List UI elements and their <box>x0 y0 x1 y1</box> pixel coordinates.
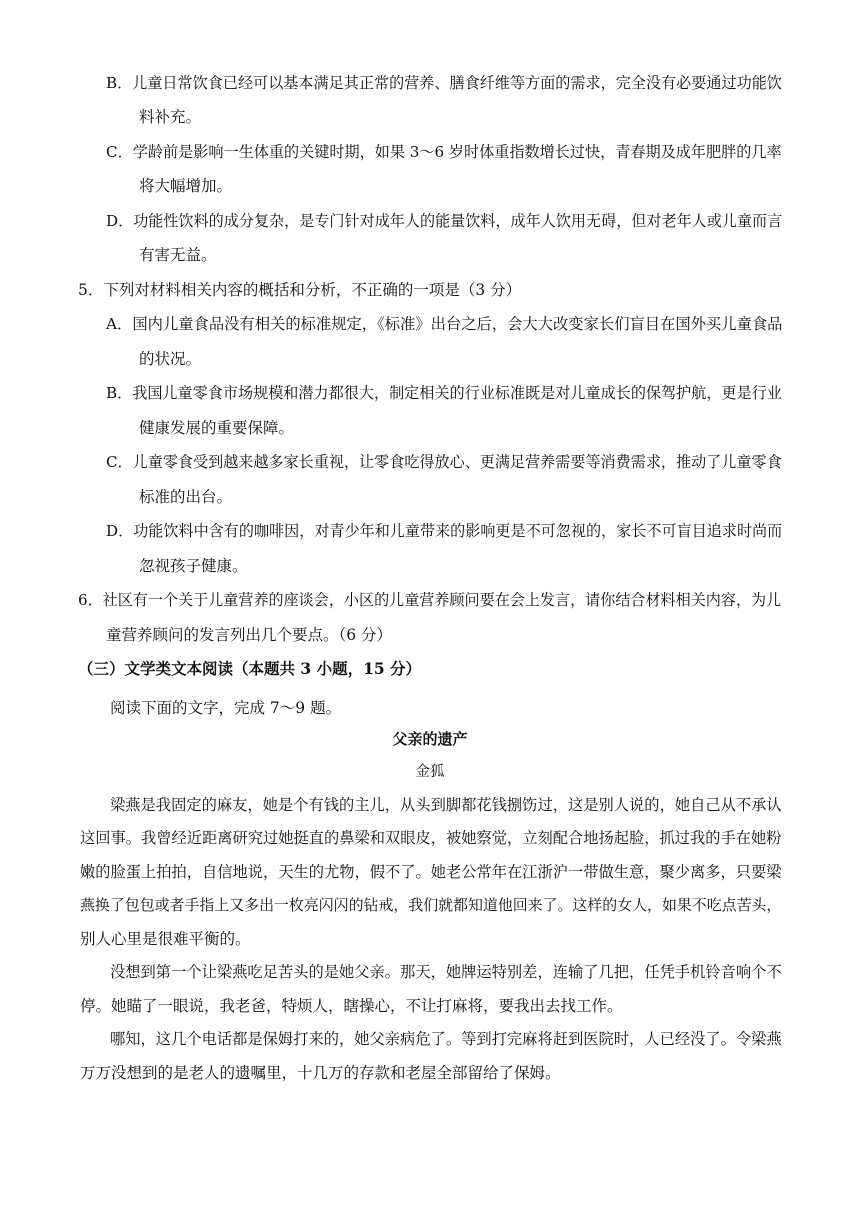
q5-option-b-line2: 健康发展的重要保障。 <box>139 419 295 437</box>
story-p1-line3: 嫩的脸蛋上拍拍，自信地说，天生的尤物，假不了。她老公常年在江浙沪一带做生意，聚少离多，只要梁 <box>80 863 782 881</box>
q4-option-b-line1: B．儿童日常饮食已经可以基本满足其正常的营养、膳食纤维等方面的需求，完全没有必要通过功能饮 <box>106 74 782 92</box>
story-p1-line5: 别人心里是很难平衡的。 <box>80 930 251 948</box>
story-p3-line1: 哪知，这几个电话都是保姆打来的，她父亲病危了。等到打完麻将赶到医院时，人已经没了。令梁燕 <box>110 1030 782 1048</box>
story-p3-line2: 万万没想到的是老人的遗嘱里，十几万的存款和老屋全部留给了保姆。 <box>80 1064 561 1082</box>
section-heading: （三）文学类文本阅读（本题共 3 小题，15 分） <box>78 659 422 678</box>
story-title: 父亲的遗产 <box>392 730 468 748</box>
story-author: 金狐 <box>415 764 445 780</box>
q6-stem-line2: 童营养顾问的发言列出几个要点。（6 分） <box>106 626 393 644</box>
story-p2-line2: 停。她瞄了一眼说，我老爸，特烦人，瞎操心，不让打麻将，要我出去找工作。 <box>80 997 623 1015</box>
story-p1-line4: 燕换了包包或者手指上又多出一枚亮闪闪的钻戒，我们就都知道他回来了。这样的女人，如果不吃点苦头， <box>80 896 782 914</box>
q5-option-d-line2: 忽视孩子健康。 <box>139 557 248 575</box>
q5-option-a-line2: 的状况。 <box>139 350 202 368</box>
q4-option-d-line2: 有害无益。 <box>139 246 217 264</box>
q4-option-b-line2: 料补充。 <box>139 108 202 126</box>
section-instruction: 阅读下面的文字，完成 7～9 题。 <box>110 699 342 717</box>
q5-stem: 5．下列对材料相关内容的概括和分析，不正确的一项是（3 分） <box>78 281 522 299</box>
q4-option-d-line1: D．功能性饮料的成分复杂，是专门针对成年人的能量饮料，成年人饮用无碍，但对老年人或儿童而言 <box>106 212 783 230</box>
q5-option-c-line2: 标准的出台。 <box>139 488 233 506</box>
q5-option-c-line1: C．儿童零食受到越来越多家长重视，让零食吃得放心、更满足营养需要等消费需求，推动了儿童零食 <box>106 453 782 471</box>
q5-option-b-line1: B．我国儿童零食市场规模和潜力都很大，制定相关的行业标准既是对儿童成长的保驾护航，更是行业 <box>106 384 782 402</box>
q4-option-c-line1: C．学龄前是影响一生体重的关键时期，如果 3～6 岁时体重指数增长过快，青春期及成年肥胖的几率 <box>106 143 782 161</box>
q5-option-d-line1: D．功能饮料中含有的咖啡因，对青少年和儿童带来的影响更是不可忽视的，家长不可盲目追求时尚而 <box>106 522 783 540</box>
q5-option-a-line1: A．国内儿童食品没有相关的标准规定，《标准》出台之后，会大大改变家长们盲目在国外买儿童食品 <box>106 315 783 333</box>
story-p1-line2: 这回事。我曾经近距离研究过她挺直的鼻梁和双眼皮，被她察觉，立刻配合地扬起脸，抓过我的手在她粉 <box>80 829 782 847</box>
story-p2-line1: 没想到第一个让梁燕吃足苦头的是她父亲。那天，她牌运特别差，连输了几把，任凭手机铃音响个不 <box>110 963 782 981</box>
q4-option-c-line2: 将大幅增加。 <box>139 177 233 195</box>
story-p1-line1: 梁燕是我固定的麻友，她是个有钱的主儿，从头到脚都花钱捌饬过，这是别人说的，她自己从不承认 <box>110 796 782 814</box>
q6-stem-line1: 6．社区有一个关于儿童营养的座谈会，小区的儿童营养顾问要在会上发言，请你结合材料相关内容，为儿 <box>78 591 782 609</box>
